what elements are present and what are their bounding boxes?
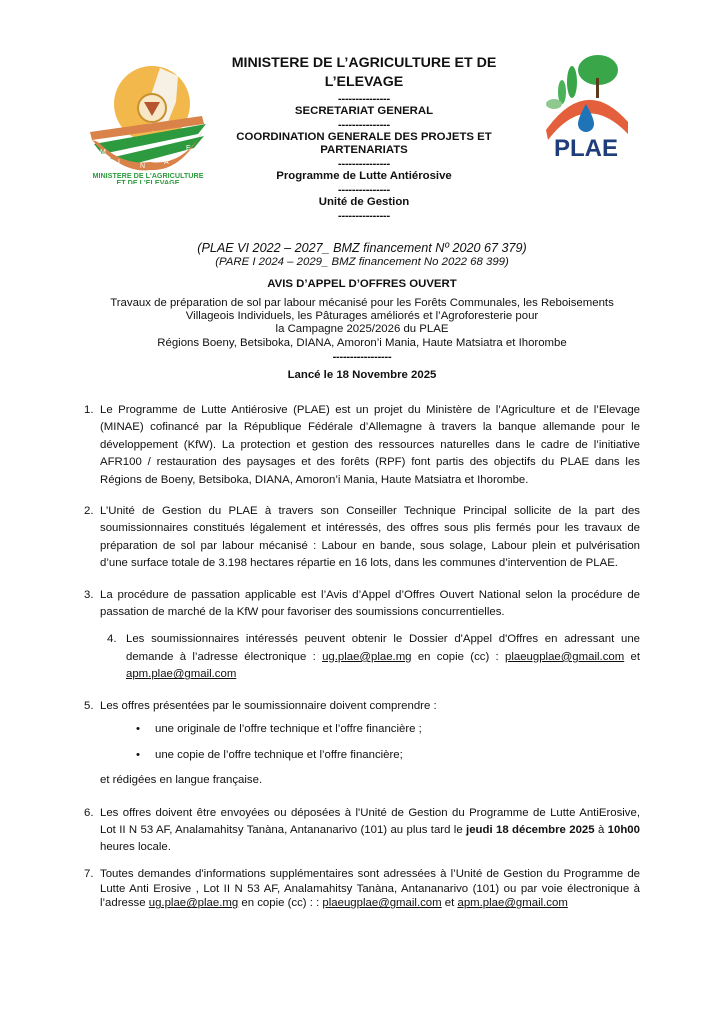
- item-3: [84, 587, 640, 622]
- bullet-icon: •: [136, 723, 140, 736]
- language-note: et rédigées en langue française.: [100, 773, 263, 786]
- item-1: [84, 402, 640, 489]
- email-link-apm[interactable]: apm.plae@gmail.com: [457, 897, 568, 910]
- launch-date: Lancé le 18 Novembre 2025: [287, 368, 437, 381]
- item-text: La procédure de passation applicable est l’Avis d’Appel d’Offres Ouvert National selon la procédure de passation de marché de la KfW pour favoriser des soumissions concurrentielles.: [100, 588, 640, 619]
- list-item-text: une originale de l’offre technique et l’offre financière ;: [155, 723, 422, 736]
- email-link-apm[interactable]: apm.plae@gmail.com: [126, 668, 237, 681]
- item-7: [84, 867, 640, 911]
- email-link-ug[interactable]: ug.plae@plae.mg: [148, 897, 239, 910]
- separator: -----------------: [332, 350, 392, 363]
- plae-logo: [540, 52, 632, 160]
- coordination-line1: COORDINATION GENERALE DES PROJETS ET: [236, 131, 492, 143]
- letterhead: [214, 54, 514, 222]
- minae-caption-1: MINISTERE DE L'AGRICULTURE: [92, 171, 204, 180]
- notice-items: [84, 402, 640, 921]
- bullet-icon: •: [136, 748, 140, 761]
- item-text: en copie (cc) :: [411, 650, 505, 663]
- logo-letter: M: [100, 149, 106, 156]
- logo-letter: E: [186, 145, 191, 152]
- item-number: 1.: [84, 404, 94, 416]
- separator: ---------------: [338, 158, 390, 170]
- ministry-title-line1: MINISTERE DE L’AGRICULTURE ET DE: [231, 55, 497, 71]
- item-number: 3.: [84, 588, 94, 601]
- item-text: Les offres présentées par le soumissionnaire doivent comprendre :: [100, 699, 437, 712]
- item-text: Toutes demandes d'informations supplémentaires sont adressées à l’Unité de Gestion du Programme de Lutte Anti Erosive , Lot II N 53 AF, Analamahitsy Tanàna, Antananarivo (101) ou par voie électronique à l’adresse: [100, 868, 640, 910]
- email-link-plaeugplae[interactable]: plaeugplae@gmail.com: [322, 897, 442, 910]
- separator: ---------------: [338, 210, 390, 222]
- item-number: 4.: [107, 633, 117, 646]
- deadline-time: 10h00: [607, 823, 640, 836]
- item-text: Les offres doivent être envoyées ou déposées à l'Unité de Gestion du Programme de Lutte AntiErosive, Lot II N 53 AF, Analamahitsy Tanàna, Antananarivo (101) au plus tard le: [100, 807, 640, 836]
- secretariat-general: SECRETARIAT GENERAL: [294, 105, 434, 117]
- list-item: [100, 747, 640, 764]
- separator: ---------------: [338, 93, 390, 105]
- email-link-plaeugplae[interactable]: plaeugplae@gmail.com: [505, 650, 625, 663]
- logo-letter: N: [140, 163, 146, 170]
- item-2: [84, 503, 640, 573]
- logo-letter: A: [164, 159, 169, 166]
- management-unit: Unité de Gestion: [318, 196, 410, 208]
- list-item: [100, 721, 640, 738]
- list-item-text: une copie de l’offre technique et l’offre financière;: [155, 748, 403, 761]
- item-text: et: [624, 650, 641, 663]
- notice-description-2: Villageois Individuels, les Pâturages améliorés et l’Agroforesterie pour: [185, 310, 539, 323]
- item-text: en copie (cc) : :: [238, 897, 323, 910]
- item-text: à: [594, 823, 608, 836]
- notice-description-3: la Campagne 2025/2026 du PLAE: [275, 323, 449, 336]
- item-text: Le Programme de Lutte Antiérosive (PLAE) est un projet du Ministère de l’Agriculture et de l’Elevage (MINAE) cofinancé par la République Fédérale d’Allemagne à travers la banque allemande pour le développement (KfW). La protection et gestion des ressources naturelles dans le cadre de l’initiative AFR100 / restauration des paysages et des forêts (RPF) font partis des objectifs du PLAE dans les Régions de Boeny, Betsiboka, DIANA, Amoron’i Mania, Haute Matsiatra et Ihorombe.: [100, 404, 640, 486]
- minae-logo: [82, 62, 214, 184]
- separator: ---------------: [338, 184, 390, 196]
- item-text: et: [441, 897, 458, 910]
- logo-letter: I: [118, 159, 120, 166]
- deadline-date: jeudi 18 décembre 2025: [466, 823, 595, 836]
- item-number: 2.: [84, 505, 94, 518]
- minae-emblem-icon: [82, 62, 214, 184]
- separator: ---------------: [338, 119, 390, 131]
- item-text: Les soumissionnaires intéressés peuvent obtenir le Dossier d'Appel d'Offres en adressant une demande à l’adresse électronique :: [126, 633, 640, 663]
- minae-caption-2: ET DE L'ELEVAGE: [116, 178, 180, 184]
- offer-contents-list: [100, 721, 640, 764]
- notice-title: AVIS D’APPEL D’OFFRES OUVERT: [267, 278, 457, 290]
- ministry-title-line2: L’ELEVAGE: [324, 74, 404, 90]
- financing-plae: (PLAE VI 2022 – 2027_ BMZ financement Nº 2020 67 379): [197, 241, 527, 255]
- plae-emblem-icon: [540, 52, 632, 160]
- item-text: heures locale.: [100, 840, 171, 853]
- item-4: [84, 631, 640, 683]
- plae-logo-text: PLAE: [553, 135, 619, 160]
- notice-description-1: Travaux de préparation de sol par labour mécanisé pour les Forêts Communales, les Reboisements: [110, 297, 614, 309]
- item-text: L’Unité de Gestion du PLAE à travers son Conseiller Technique Principal sollicite de la part des soumissionnaires constitués légalement et intéressés, des offres sous plis fermés pour les travaux de préparation de sol par labour mécanisé : Labour en bande, sous solage, Labour plein et pulvérisation d’une surface totale de 3.198 hectares répartie en 16 lots, dans les communes d’intervention de PLAE.: [100, 505, 640, 570]
- financing-pare: (PARE I 2024 – 2029_ BMZ financement No 2022 68 399): [215, 256, 509, 268]
- item-6: [84, 805, 640, 855]
- coordination-line2: PARTENARIATS: [320, 144, 408, 156]
- notice-regions: Régions Boeny, Betsiboka, DIANA, Amoron’i Mania, Haute Matsiatra et Ihorombe: [157, 336, 567, 349]
- item-5: [84, 698, 640, 764]
- item-number: 5.: [84, 699, 94, 712]
- item-number: 6.: [84, 807, 94, 820]
- programme-name: Programme de Lutte Antiérosive: [276, 170, 452, 182]
- item-number: 7.: [84, 868, 94, 881]
- notice-header: [84, 241, 640, 382]
- email-link-ug[interactable]: ug.plae@plae.mg: [322, 650, 412, 663]
